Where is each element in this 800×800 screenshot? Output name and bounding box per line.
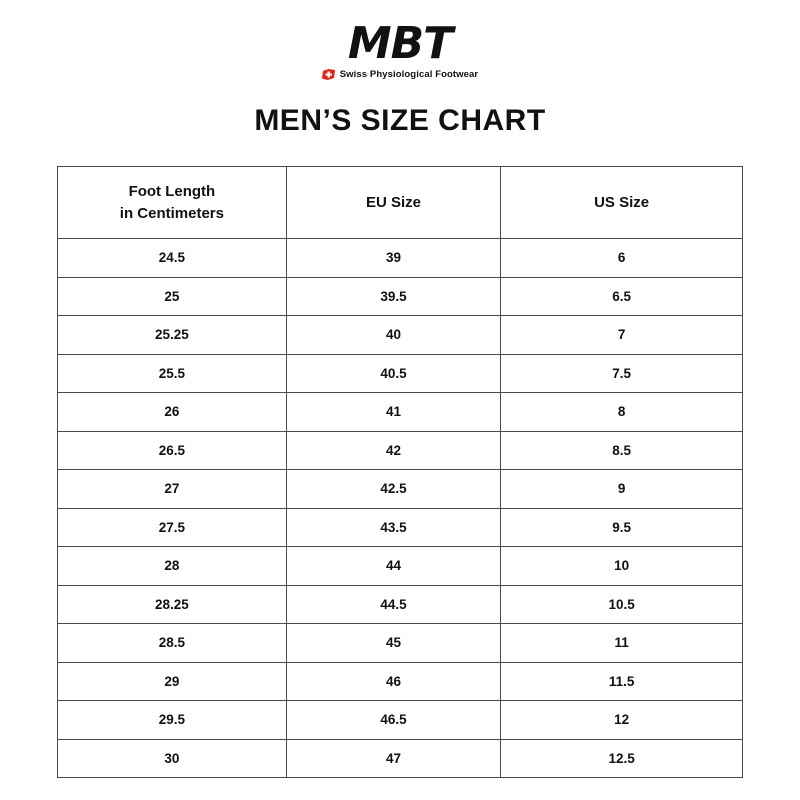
cell-eu-size: 44.5 [286, 585, 500, 624]
cell-eu-size: 46 [286, 662, 500, 701]
table-row [58, 585, 743, 624]
cell-us-size: 11.5 [501, 662, 743, 701]
cell-foot-length: 29.5 [58, 701, 287, 740]
table-row [58, 316, 743, 355]
cell-eu-size: 40.5 [286, 354, 500, 393]
cell-us-size: 12 [501, 701, 743, 740]
cell-eu-size: 47 [286, 739, 500, 778]
cell-foot-length: 26.5 [58, 431, 287, 470]
cell-us-size: 6.5 [501, 277, 743, 316]
cell-foot-length: 28.25 [58, 585, 287, 624]
size-chart-table-wrapper [57, 166, 743, 778]
cell-us-size: 6 [501, 239, 743, 278]
cell-foot-length: 26 [58, 393, 287, 432]
cell-foot-length: 25 [58, 277, 287, 316]
cell-us-size: 10 [501, 547, 743, 586]
cell-eu-size: 42.5 [286, 470, 500, 509]
cell-foot-length: 28.5 [58, 624, 287, 663]
cell-us-size: 9 [501, 470, 743, 509]
cell-eu-size: 41 [286, 393, 500, 432]
table-row [58, 277, 743, 316]
cell-us-size: 8.5 [501, 431, 743, 470]
cell-us-size: 7 [501, 316, 743, 355]
cell-us-size: 11 [501, 624, 743, 663]
page-title: MEN’S SIZE CHART [254, 104, 546, 137]
cell-foot-length: 24.5 [58, 239, 287, 278]
cell-foot-length: 25.25 [58, 316, 287, 355]
cell-foot-length: 30 [58, 739, 287, 778]
column-header-us-size [501, 167, 743, 239]
table-row [58, 354, 743, 393]
cell-eu-size: 42 [286, 431, 500, 470]
column-header-us-size-line1: US Size [594, 193, 650, 211]
table-row [58, 431, 743, 470]
table-row [58, 701, 743, 740]
cell-eu-size: 40 [286, 316, 500, 355]
cell-eu-size: 39.5 [286, 277, 500, 316]
cell-eu-size: 45 [286, 624, 500, 663]
table-row [58, 470, 743, 509]
column-header-foot-length [58, 167, 287, 239]
table-body [58, 239, 743, 778]
cell-foot-length: 27 [58, 470, 287, 509]
cell-eu-size: 39 [286, 239, 500, 278]
column-header-eu-size [286, 167, 500, 239]
table-row [58, 662, 743, 701]
table-row [58, 547, 743, 586]
column-header-eu-size-line1: EU Size [365, 193, 421, 211]
cell-foot-length: 27.5 [58, 508, 287, 547]
cell-foot-length: 28 [58, 547, 287, 586]
brand-tagline-row [322, 69, 478, 80]
table-header [58, 167, 743, 239]
table-row [58, 393, 743, 432]
column-header-foot-length-line2: in Centimeters [119, 204, 224, 222]
table-row [58, 239, 743, 278]
size-chart-table [57, 166, 743, 778]
brand-wordmark: MBT [347, 18, 453, 69]
brand-logo [0, 18, 800, 80]
cell-us-size: 9.5 [501, 508, 743, 547]
table-row [58, 624, 743, 663]
table-header-row [58, 167, 743, 239]
table-row [58, 508, 743, 547]
table-row [58, 739, 743, 778]
column-header-foot-length-line1: Foot Length [128, 182, 216, 200]
cell-us-size: 12.5 [501, 739, 743, 778]
swiss-cross-icon [322, 69, 335, 80]
cell-foot-length: 29 [58, 662, 287, 701]
cell-us-size: 8 [501, 393, 743, 432]
cell-eu-size: 46.5 [286, 701, 500, 740]
cell-foot-length: 25.5 [58, 354, 287, 393]
brand-tagline: Swiss Physiological Footwear [339, 69, 479, 80]
cell-eu-size: 44 [286, 547, 500, 586]
cell-us-size: 7.5 [501, 354, 743, 393]
cell-us-size: 10.5 [501, 585, 743, 624]
cell-eu-size: 43.5 [286, 508, 500, 547]
